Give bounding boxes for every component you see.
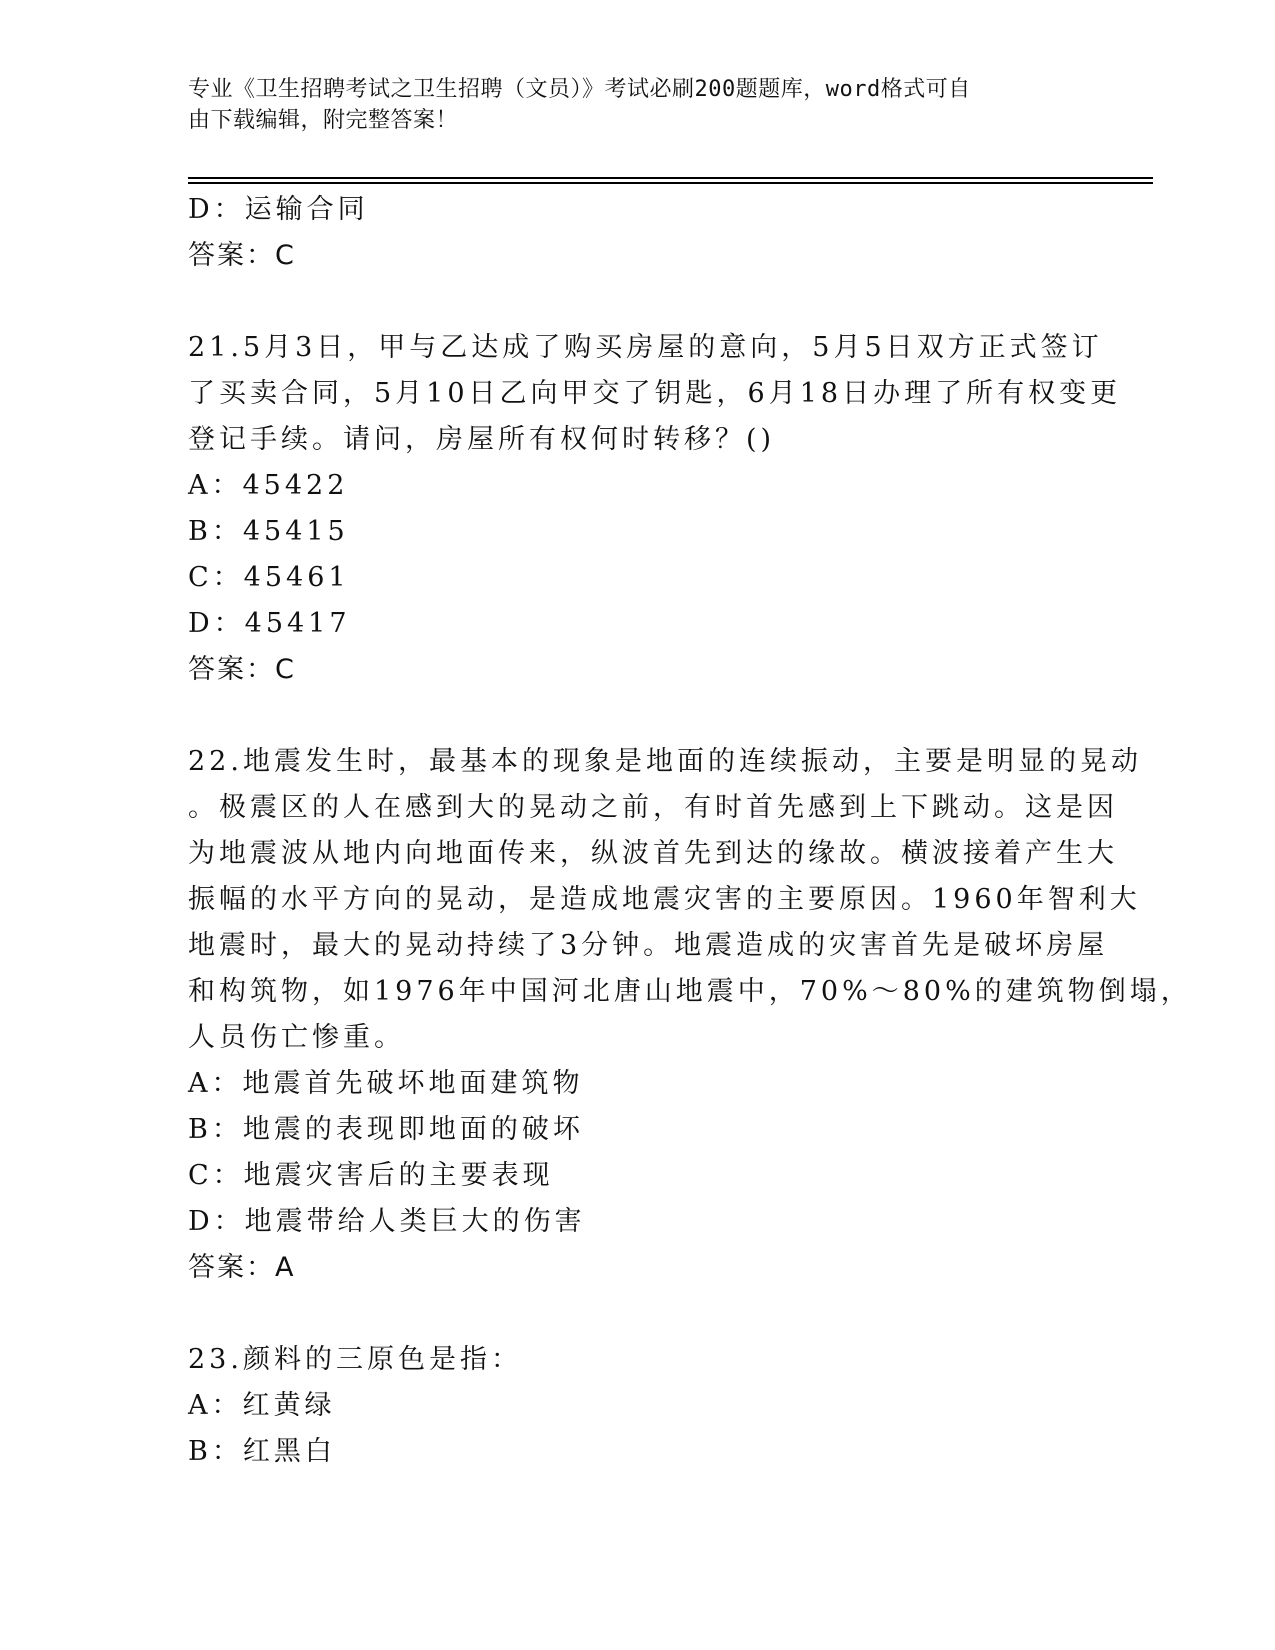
document-body xyxy=(188,187,1192,1475)
question-22-option-d: D：地震带给人类巨大的伤害 xyxy=(188,1206,586,1237)
question-21-line: 21.5月3日，甲与乙达成了购买房屋的意向，5月5日双方正式签订 xyxy=(188,332,1103,363)
header-divider-bottom xyxy=(188,182,1153,184)
question-22-answer: 答案：A xyxy=(188,1252,296,1283)
question-22-line: 人员伤亡惨重。 xyxy=(188,1022,405,1053)
question-22-line: 为地震波从地内向地面传来，纵波首先到达的缘故。横波接着产生大 xyxy=(188,838,1118,869)
prev-answer: 答案：C xyxy=(188,240,296,271)
question-22-option-a: A：地震首先破坏地面建筑物 xyxy=(188,1068,584,1099)
question-21-text xyxy=(188,325,1122,463)
question-23-text xyxy=(188,1337,1078,1383)
prev-option-d: D：运输合同 xyxy=(188,194,369,225)
header-divider-top xyxy=(188,177,1153,179)
question-22-line: 。极震区的人在感到大的晃动之前，有时首先感到上下跳动。这是因 xyxy=(188,792,1118,823)
question-23-option-b: B：红黑白 xyxy=(188,1436,336,1467)
question-21-line: 了买卖合同，5月10日乙向甲交了钥匙，6月18日办理了所有权变更 xyxy=(188,378,1122,409)
question-22-line: 振幅的水平方向的晃动，是造成地震灾害的主要原因。1960年智利大 xyxy=(188,884,1141,915)
question-22-line: 22.地震发生时，最基本的现象是地面的连续振动，主要是明显的晃动 xyxy=(188,746,1142,777)
spacer xyxy=(188,279,1078,325)
document-header xyxy=(188,74,1068,136)
question-22-text xyxy=(188,739,1192,1061)
spacer xyxy=(188,693,1078,739)
header-line-2: 由下载编辑，附完整答案！ xyxy=(188,108,459,133)
question-22-line: 和构筑物，如1976年中国河北唐山地震中，70%～80%的建筑物倒塌， xyxy=(188,976,1192,1007)
question-21-option-c: C：45461 xyxy=(188,562,350,593)
question-22-option-b: B：地震的表现即地面的破坏 xyxy=(188,1114,584,1145)
question-21-option-d: D：45417 xyxy=(188,608,351,639)
header-line-1: 专业《卫生招聘考试之卫生招聘（文员）》考试必刷200题题库，word格式可自 xyxy=(188,77,971,102)
question-21-answer: 答案：C xyxy=(188,654,296,685)
question-22-option-c: C：地震灾害后的主要表现 xyxy=(188,1160,554,1191)
question-22-line: 地震时，最大的晃动持续了3分钟。地震造成的灾害首先是破坏房屋 xyxy=(188,930,1109,961)
spacer xyxy=(188,1291,1078,1337)
question-23-line: 23.颜料的三原色是指： xyxy=(188,1344,522,1375)
question-21-option-a: A：45422 xyxy=(188,470,349,501)
question-21-option-b: B：45415 xyxy=(188,516,349,547)
question-21-line: 登记手续。请问，房屋所有权何时转移？() xyxy=(188,424,776,455)
question-23-option-a: A：红黄绿 xyxy=(188,1390,336,1421)
